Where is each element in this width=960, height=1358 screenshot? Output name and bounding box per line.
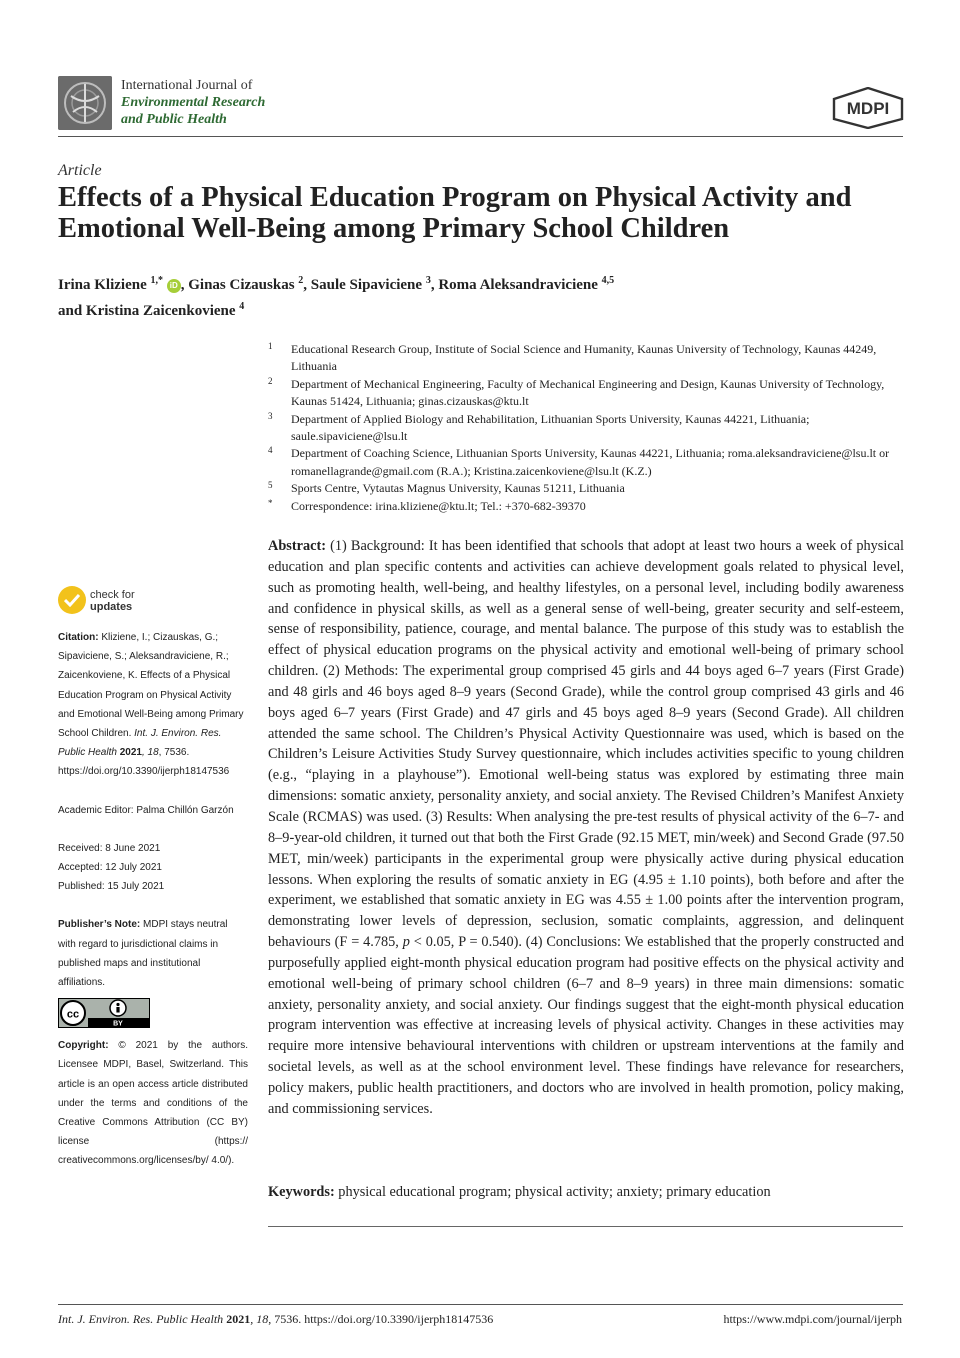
author-list xyxy=(58,270,908,322)
keywords-label: Keywords: xyxy=(268,1184,335,1200)
citation-doi[interactable]: , 7536. https://doi.org/10.3390/ijerph18147536 xyxy=(58,747,230,778)
affiliation-number: 2 xyxy=(268,375,273,386)
date-accepted: Accepted: 12 July 2021 xyxy=(58,862,162,874)
abstract xyxy=(268,536,904,1120)
affiliation-item xyxy=(268,445,908,480)
orcid-icon[interactable]: iD xyxy=(167,279,181,293)
cc-by-label: BY xyxy=(113,1020,123,1028)
journal-name-line1: International Journal of xyxy=(121,78,253,93)
abstract-divider xyxy=(268,1226,903,1227)
copyright-text: © 2021 by the authors. Licensee MDPI, Basel, Switzerland. This article is an open access article distributed under the terms and conditions of the Creative Commons Attribution (CC BY) license (https:// creativecommons.org/licenses/by/ 4.0/). xyxy=(58,1040,248,1167)
footer-volume: , 18 xyxy=(250,1312,269,1326)
affiliation-text: Sports Centre, Vytautas Magnus University, Kaunas 51211, Lithuania xyxy=(291,481,625,496)
academic-editor: Academic Editor: Palma Chillón Garzón xyxy=(58,804,234,816)
affiliation-number: 1 xyxy=(268,341,273,351)
abstract-text: (1) Background: It has been identified that schools that adopt at least two hours a week of physical education and plan specific contents and activities can achieve development goals related to physical level, such as promoting health, well-being, and healthy lifestyles, on a personal level, including bodily awareness and confidence in physical skills, as well as a general sense of well-being, greater security and self-esteem, sense of responsibility, patience, courage, and mental balance. The purpose of this study was to establish the effect of physical education programs on the physical activity and emotional well-being of primary school children. (2) Methods: The experimental group comprised 45 girls and 44 boys aged 6–7 years (First Grade) and 48 girls and 46 boys aged 8–9 years (Second Grade), while the control group comprised 43 girls and 46 boys aged 6–7 years (First Grade) and 47 girls and 45 boys aged 8–9 years (Second Grade). All children attended the same school. The Children’s Physical Activity Questionnaire was used, which is based on the Children’s Leisure Activities Study Survey questionnaire, which includes activities specific to young children (e.g., “playing in a playhouse”). Emotional well-being status was explored by estimating three main dimensions: somatic anxiety, personality anxiety, and social anxiety. The Revised Children’s Manifest Anxiety Scale (RCMAS) was used. (3) Results: When analysing the pre-test results of physical activity of the 6–7- and 8–9-year-old children, it turned out that both the First Grade (92.15 MET, min/week) and Second Grade (97.50 MET, min/week) participants in the experimental group were physically active during physical education lessons. When exploring the results of somatic anxiety in EG (4.95 ± 1.10 points), both before and after the experiment, we established that somatic anxiety in EG was 4.55 ± 1.00 points after the intervention program, demonstrating lower levels of depression, seclusion, somatic complaints, aggression, and delinquent behaviours (F = 4.785, xyxy=(268,538,904,951)
citation-text: Kliziene, I.; Cizauskas, G.; Sipaviciene, S.; Aleksandraviciene, R.; Zaicenkoviene, K. Effects of a Physical Education Program on Physical Activity and Emotional Well-Being among Primary School Children. xyxy=(58,632,244,740)
affiliation-item xyxy=(268,376,908,411)
correspondence-item xyxy=(268,498,908,515)
article-sidebar xyxy=(58,628,248,1171)
keywords xyxy=(268,1182,904,1202)
author-affiliation-mark: 2 xyxy=(298,275,304,286)
author-line-2 xyxy=(58,296,908,322)
check-for-updates-line2: updates xyxy=(90,601,133,613)
journal-logo-icon xyxy=(58,76,112,130)
footer-year: 2021 xyxy=(223,1312,251,1326)
citation-volume: , 18 xyxy=(141,747,159,759)
journal-name-line2: Environmental Research xyxy=(121,95,266,110)
author-name: , Ginas Cizauskas xyxy=(180,277,295,293)
keywords-text: physical educational program; physical activity; anxiety; primary education xyxy=(334,1184,771,1200)
abstract-text-continued: < 0.05, P = 0.540). (4) Conclusions: We established that the properly constructed and purposefully applied eight-month physical education program had positive effects on the physical activity and emotional well-being of primary school children (6–7 and 8–9 years) in three main dimensions: somatic anxiety, personality anxiety, and social anxiety. Our findings suggest that the eight-month physical education program intervention was effective at increasing levels of physical activity. Changes in these activities may require more intensive behavioural interventions with children or upstream interventions at the family and societal levels, as well as at the school environment level. These findings have relevance for researchers, policy makers, public health practitioners, and doctors who are involved in health promotion, policy making, and commissioning services. xyxy=(268,934,904,1117)
footer-journal: Int. J. Environ. Res. Public Health xyxy=(58,1312,224,1326)
affiliation-text: Department of Applied Biology and Rehabilitation, Lithuanian Sports University, Kaunas 44221, Lithuania; saule.sipaviciene@lsu.lt xyxy=(291,411,810,444)
affiliation-text: Department of Coaching Science, Lithuanian Sports University, Kaunas 44221, Lithuania; roma.aleksandraviciene@lsu.lt or romanellagrande@gmail.com (R.A.); Kristina.zaicenkoviene@lsu.lt (K.Z.) xyxy=(291,446,890,478)
author-affiliation-mark: 3 xyxy=(425,275,431,286)
affiliation-item xyxy=(268,341,908,376)
affiliation-number: 3 xyxy=(268,410,273,421)
author-name: , Saule Sipaviciene xyxy=(303,277,423,293)
citation-year: 2021 xyxy=(116,747,142,759)
journal-name-line3: and Public Health xyxy=(121,112,227,127)
correspondence-text: Correspondence: irina.kliziene@ktu.lt; Tel.: +370-682-39370 xyxy=(291,498,586,513)
publisher-note-label: Publisher’s Note: xyxy=(58,919,141,931)
p-value-symbol: p xyxy=(402,934,410,951)
affiliation-text: Educational Research Group, Institute of Social Science and Humanity, Kaunas University of Technology, Kaunas 44249, Lithuania xyxy=(291,342,877,374)
header-divider xyxy=(58,136,903,137)
mdpi-logo-text: MDPI xyxy=(846,99,890,118)
citation xyxy=(58,628,248,782)
footer-journal-link[interactable]: https://www.mdpi.com/journal/ijerph xyxy=(723,1312,902,1326)
affiliation-item xyxy=(268,480,908,497)
publisher-note-text: MDPI stays neutral with regard to jurisdictional claims in published maps and institutional affiliations. xyxy=(58,919,228,989)
author-name: , Roma Aleksandraviciene xyxy=(430,277,598,293)
check-for-updates-label xyxy=(90,589,135,613)
check-for-updates-line1: check for xyxy=(90,589,135,601)
abstract-label: Abstract: xyxy=(268,538,326,554)
author-name: Irina Kliziene xyxy=(58,277,147,293)
article-type: Article xyxy=(58,162,102,179)
affiliation-number: 5 xyxy=(268,480,273,491)
author-affiliation-mark: 4 xyxy=(239,301,245,312)
citation-label: Citation: xyxy=(58,632,99,643)
svg-text:cc: cc xyxy=(66,1008,80,1021)
check-for-updates-button[interactable] xyxy=(58,586,248,618)
affiliation-text: Department of Mechanical Engineering, Faculty of Mechanical Engineering and Design, Kaunas University of Technology, Kaunas 51424, Lithuania; ginas.cizauskas@ktu.lt xyxy=(291,376,885,409)
check-for-updates-icon xyxy=(58,586,86,614)
cc-by-license-icon[interactable] xyxy=(58,998,150,1028)
author-name: and Kristina Zaicenkoviene xyxy=(58,303,236,319)
footer-doi-link[interactable]: , 7536. https://doi.org/10.3390/ijerph18147536 xyxy=(268,1312,494,1326)
correspondence-mark: * xyxy=(268,497,273,508)
article-title: Effects of a Physical Education Program on Physical Activity and Emotional Well-Being among Primary School Children xyxy=(58,182,852,244)
date-received: Received: 8 June 2021 xyxy=(58,842,161,854)
affiliation-item xyxy=(268,411,908,446)
author-line-1 xyxy=(58,270,908,296)
mdpi-logo-icon xyxy=(832,87,904,129)
footer-citation xyxy=(58,1312,493,1327)
footer-divider xyxy=(58,1304,903,1305)
affiliation-list xyxy=(268,341,908,515)
citation-journal: Int. J. Environ. Res. Public Health xyxy=(58,728,222,759)
affiliation-number: 4 xyxy=(268,445,273,456)
copyright xyxy=(58,1036,248,1170)
author-affiliation-mark: 1,* xyxy=(150,275,163,286)
journal-name xyxy=(121,77,265,128)
publisher-note xyxy=(58,915,248,992)
date-published: Published: 15 July 2021 xyxy=(58,881,165,893)
copyright-label: Copyright: xyxy=(58,1040,109,1052)
author-affiliation-mark: 4,5 xyxy=(601,275,615,286)
